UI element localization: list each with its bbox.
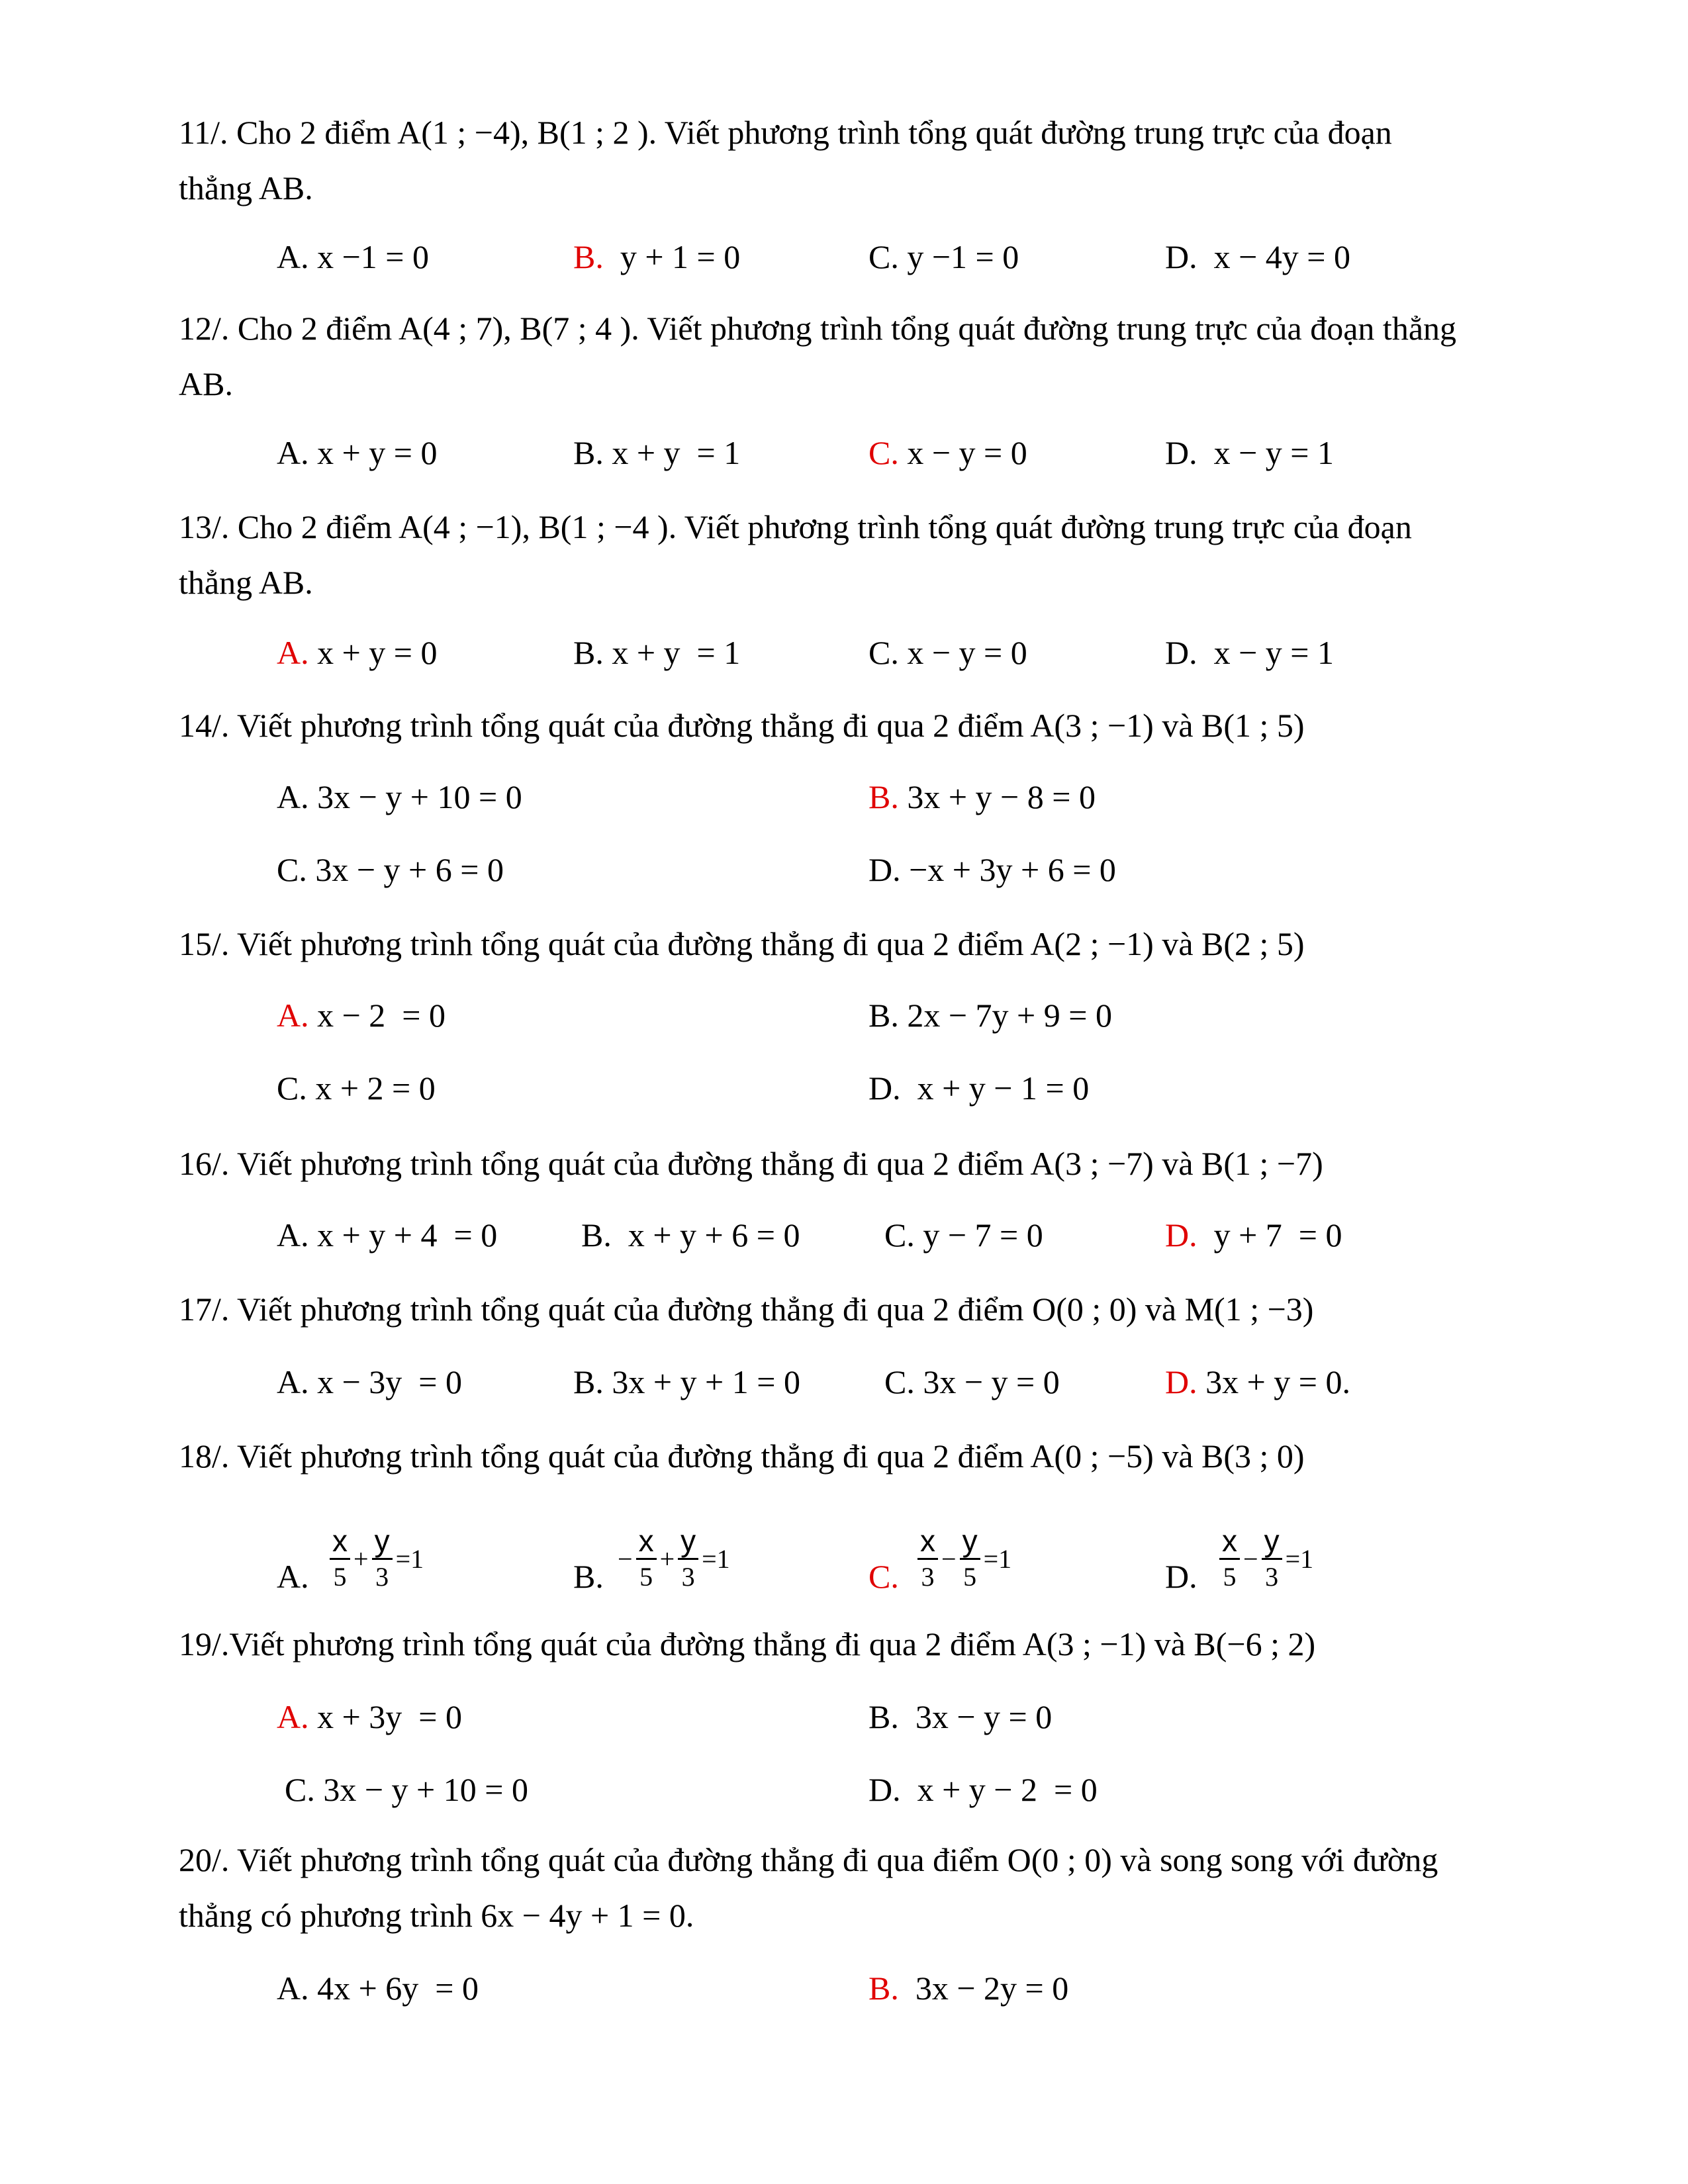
option-label: B. [868, 1698, 899, 1735]
question-stem-line: 19/.Viết phương trình tổng quát của đường thẳng đi qua 2 điểm A(3 ; −1) và B(−6 ; 2) [179, 1625, 1316, 1662]
equation-rhs: =1 [702, 1543, 730, 1574]
option-text: x − 2 = 0 [308, 997, 446, 1034]
question-12-option-c[interactable] [868, 433, 1027, 473]
option-label: C. [868, 238, 899, 275]
question-13-option-d[interactable] [1165, 633, 1334, 672]
question-stem-line: 13/. Cho 2 điểm A(4 ; −1), B(1 ; −4 ). Viết phương trình tổng quát đường trung trực của đoạn [179, 508, 1412, 545]
numerator: y [1262, 1524, 1282, 1560]
option-label: C. [868, 434, 899, 471]
numerator: x [636, 1524, 657, 1560]
option-text: x + y + 6 = 0 [611, 1216, 800, 1253]
option-label: C. [884, 1216, 915, 1253]
numerator: x [1219, 1524, 1240, 1560]
question-16-stem [179, 1136, 1556, 1191]
question-19-option-c[interactable] [285, 1770, 528, 1809]
question-12-option-b[interactable] [573, 433, 740, 473]
fraction [960, 1524, 980, 1594]
option-text: 3x − y + 10 = 0 [308, 778, 522, 815]
numerator: x [330, 1524, 350, 1560]
denominator: 3 [1265, 1561, 1279, 1592]
option-label: A. [277, 238, 309, 275]
question-14-stem [179, 698, 1556, 753]
question-stem-line: AB. [179, 365, 233, 402]
option-label: B. [573, 238, 604, 275]
option-text: x − y = 0 [898, 634, 1027, 671]
option-label: A. [277, 1558, 309, 1595]
option-text: x − y = 1 [1197, 434, 1335, 471]
question-13-option-a[interactable] [277, 633, 438, 672]
option-label: B. [581, 1216, 612, 1253]
question-stem-line: 18/. Viết phương trình tổng quát của đường thẳng đi qua 2 điểm A(0 ; −5) và B(3 ; 0) [179, 1437, 1305, 1475]
option-label: D. [1165, 634, 1197, 671]
option-label: B. [868, 778, 899, 815]
option-label: A. [277, 1216, 309, 1253]
operator: − [941, 1543, 957, 1574]
option-text: 3x − y + 10 = 0 [314, 1771, 528, 1808]
question-20-stem [179, 1832, 1556, 1943]
option-text: x − y = 0 [898, 434, 1027, 471]
option-label: A. [277, 997, 309, 1034]
option-label: D. [1165, 1363, 1197, 1400]
operator: − [1243, 1543, 1258, 1574]
question-19-option-a[interactable] [277, 1697, 462, 1737]
option-label: A. [277, 634, 309, 671]
option-text: 3x − y = 0 [898, 1698, 1053, 1735]
option-label: C. [277, 851, 307, 888]
question-stem-line: thẳng có phương trình 6x − 4y + 1 = 0. [179, 1897, 694, 1934]
option-label: D. [1165, 434, 1197, 471]
fraction [636, 1524, 657, 1594]
option-label: A. [277, 434, 309, 471]
question-18-option-d[interactable] [1165, 1516, 1364, 1602]
denominator: 3 [681, 1561, 695, 1592]
fraction-equation [1214, 1516, 1315, 1602]
option-label: B. [868, 1970, 899, 2007]
operator: + [659, 1543, 675, 1574]
option-label: B. [573, 434, 604, 471]
question-16-option-b[interactable] [581, 1215, 800, 1255]
question-11-option-b[interactable] [573, 237, 740, 277]
fraction [330, 1524, 350, 1594]
option-text: x + y + 4 = 0 [308, 1216, 498, 1253]
option-text: y −1 = 0 [898, 238, 1019, 275]
question-14-option-d[interactable] [868, 850, 1116, 889]
question-17-option-b[interactable] [573, 1362, 800, 1402]
question-11-option-d[interactable] [1165, 237, 1350, 277]
option-text: x + y = 1 [603, 634, 741, 671]
option-text: −x + 3y + 6 = 0 [900, 851, 1116, 888]
question-13-option-b[interactable] [573, 633, 740, 672]
question-16-option-a[interactable] [277, 1215, 497, 1255]
option-label: B. [573, 1363, 604, 1400]
option-label: C. [285, 1771, 315, 1808]
question-19-option-b[interactable] [868, 1697, 1052, 1737]
option-text: y − 7 = 0 [914, 1216, 1043, 1253]
denominator: 5 [639, 1561, 653, 1592]
question-stem-line: 16/. Viết phương trình tổng quát của đường thẳng đi qua 2 điểm A(3 ; −7) và B(1 ; −7) [179, 1145, 1323, 1182]
option-text: x + y = 0 [308, 634, 438, 671]
option-text: y + 1 = 0 [603, 238, 741, 275]
question-17-stem [179, 1281, 1556, 1337]
option-text: x + y = 1 [603, 434, 741, 471]
question-15-option-d[interactable] [868, 1068, 1089, 1108]
option-label: A. [277, 1698, 309, 1735]
question-19-stem [179, 1616, 1556, 1672]
question-16-option-d[interactable] [1165, 1215, 1342, 1255]
option-text: x + y = 0 [308, 434, 438, 471]
question-18-option-c[interactable] [868, 1516, 1067, 1602]
question-stem-line: 20/. Viết phương trình tổng quát của đường thẳng đi qua điểm O(0 ; 0) và song song với đường [179, 1841, 1438, 1878]
option-label: B. [868, 997, 899, 1034]
equation-rhs: =1 [1285, 1543, 1314, 1574]
option-label: D. [868, 1771, 901, 1808]
denominator: 5 [963, 1561, 977, 1592]
equation-rhs: =1 [983, 1543, 1012, 1574]
question-18-stem [179, 1428, 1556, 1484]
question-11-stem [179, 105, 1556, 216]
option-label: D. [1165, 1558, 1197, 1595]
question-18-option-a[interactable] [277, 1516, 475, 1602]
option-label: C. [868, 634, 899, 671]
question-12-stem [179, 300, 1556, 412]
question-stem-line: thẳng AB. [179, 169, 313, 206]
question-stem-line: thẳng AB. [179, 564, 313, 601]
question-stem-line: 14/. Viết phương trình tổng quát của đường thẳng đi qua 2 điểm A(3 ; −1) và B(1 ; 5) [179, 707, 1305, 744]
option-text: x + y − 2 = 0 [900, 1771, 1098, 1808]
equation-rhs: =1 [395, 1543, 424, 1574]
option-label: A. [277, 1363, 309, 1400]
numerator: y [372, 1524, 393, 1560]
option-label: C. [868, 1558, 899, 1595]
denominator: 5 [333, 1561, 347, 1592]
option-label: D. [1165, 1216, 1197, 1253]
question-17-option-a[interactable] [277, 1362, 462, 1402]
fraction [372, 1524, 393, 1594]
fraction-equation [912, 1516, 1013, 1602]
question-19-option-d[interactable] [868, 1770, 1098, 1809]
question-stem-line: 11/. Cho 2 điểm A(1 ; −4), B(1 ; 2 ). Viết phương trình tổng quát đường trung trực của đoạn [179, 114, 1392, 151]
option-label: D. [868, 1069, 901, 1107]
question-15-option-a[interactable] [277, 995, 445, 1035]
question-13-option-c[interactable] [868, 633, 1027, 672]
denominator: 5 [1223, 1561, 1237, 1592]
question-14-option-c[interactable] [277, 850, 504, 889]
question-20-option-b[interactable] [868, 1968, 1068, 2008]
denominator: 3 [375, 1561, 389, 1592]
option-text: 4x + 6y = 0 [308, 1970, 479, 2007]
question-17-option-c[interactable] [884, 1362, 1060, 1402]
question-15-option-c[interactable] [277, 1068, 436, 1108]
option-text: 3x + y + 1 = 0 [603, 1363, 800, 1400]
numerator: x [917, 1524, 938, 1560]
option-label: C. [884, 1363, 915, 1400]
option-text: y + 7 = 0 [1197, 1216, 1342, 1253]
option-text: x − 4y = 0 [1197, 238, 1351, 275]
option-label: D. [868, 851, 901, 888]
question-stem-line: 17/. Viết phương trình tổng quát của đường thẳng đi qua 2 điểm O(0 ; 0) và M(1 ; −3) [179, 1291, 1314, 1328]
fraction-equation [616, 1516, 732, 1602]
option-label: A. [277, 1970, 309, 2007]
operator: + [353, 1543, 369, 1574]
question-11-option-a[interactable] [277, 237, 429, 277]
option-text: 3x − 2y = 0 [898, 1970, 1069, 2007]
option-text: 3x + y − 8 = 0 [898, 778, 1096, 815]
option-label: B. [573, 1558, 604, 1595]
question-14-option-b[interactable] [868, 777, 1096, 817]
fraction [678, 1524, 698, 1594]
question-20-option-a[interactable] [277, 1968, 479, 2008]
option-label: A. [277, 778, 309, 815]
question-13-stem [179, 499, 1556, 610]
option-text: x −1 = 0 [308, 238, 430, 275]
option-text: x + y − 1 = 0 [900, 1069, 1090, 1107]
question-14-option-a[interactable] [277, 777, 522, 817]
question-stem-line: 12/. Cho 2 điểm A(4 ; 7), B(7 ; 4 ). Viết phương trình tổng quát đường trung trực của đoạn thẳng [179, 310, 1457, 347]
fraction [1219, 1524, 1240, 1594]
option-text: x − 3y = 0 [308, 1363, 463, 1400]
question-stem-line: 15/. Viết phương trình tổng quát của đường thẳng đi qua 2 điểm A(2 ; −1) và B(2 ; 5) [179, 925, 1305, 962]
question-17-option-d[interactable] [1165, 1362, 1350, 1402]
leading-sign: − [618, 1543, 633, 1574]
option-text: x + 2 = 0 [306, 1069, 436, 1107]
question-12-option-a[interactable] [277, 433, 438, 473]
question-12-option-d[interactable] [1165, 433, 1334, 473]
denominator: 3 [921, 1561, 935, 1592]
numerator: y [960, 1524, 980, 1560]
option-text: 3x − y = 0 [914, 1363, 1060, 1400]
option-text: 3x + y = 0. [1197, 1363, 1351, 1400]
question-15-stem [179, 916, 1556, 972]
fraction-equation [324, 1516, 426, 1602]
option-text: x − y = 1 [1197, 634, 1335, 671]
option-text: 3x − y + 6 = 0 [306, 851, 504, 888]
option-text: 2x − 7y + 9 = 0 [898, 997, 1112, 1034]
option-label: C. [277, 1069, 307, 1107]
question-11-option-c[interactable] [868, 237, 1019, 277]
question-16-option-c[interactable] [884, 1215, 1043, 1255]
numerator: y [678, 1524, 698, 1560]
option-label: B. [573, 634, 604, 671]
question-15-option-b[interactable] [868, 995, 1112, 1035]
fraction [917, 1524, 938, 1594]
option-label: D. [1165, 238, 1197, 275]
question-18-option-b[interactable] [573, 1516, 792, 1602]
fraction [1262, 1524, 1282, 1594]
option-text: x + 3y = 0 [308, 1698, 463, 1735]
